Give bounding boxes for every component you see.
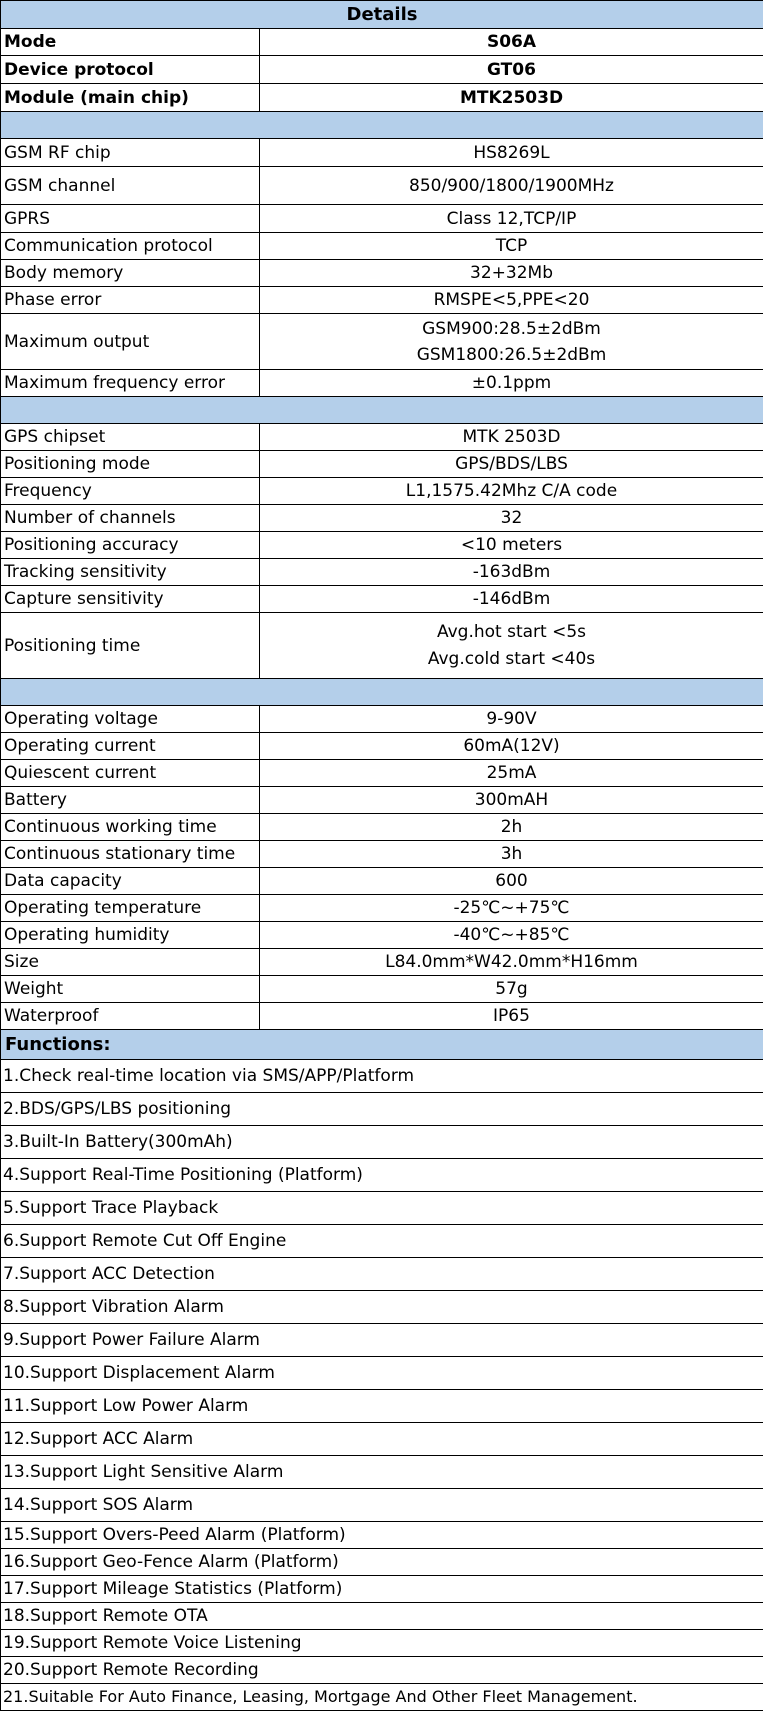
- row-label: Continuous stationary time: [1, 841, 260, 868]
- function-text: 17.Support Mileage Statistics (Platform): [1, 1576, 763, 1603]
- row-label: Communication protocol: [1, 233, 260, 260]
- row-label: Body memory: [1, 260, 260, 287]
- row-value: -25℃~+75℃: [260, 895, 763, 922]
- row-value: HS8269L: [260, 139, 763, 167]
- table-row: [1, 205, 763, 233]
- list-item: [1, 1357, 763, 1390]
- function-text: 12.Support ACC Alarm: [1, 1423, 763, 1456]
- row-value: 2h: [260, 814, 763, 841]
- function-text: 16.Support Geo-Fence Alarm (Platform): [1, 1549, 763, 1576]
- row-value: 25mA: [260, 760, 763, 787]
- row-label: Number of channels: [1, 505, 260, 532]
- function-text: 21.Suitable For Auto Finance, Leasing, Mortgage And Other Fleet Management.: [1, 1684, 763, 1711]
- row-value: GPS/BDS/LBS: [260, 451, 763, 478]
- functions-heading-row: [1, 1030, 763, 1060]
- table-row: [1, 841, 763, 868]
- list-item: [1, 1060, 763, 1093]
- row-value: 850/900/1800/1900MHz: [260, 167, 763, 205]
- row-label: Device protocol: [1, 56, 260, 84]
- list-item: [1, 1630, 763, 1657]
- list-item: [1, 1258, 763, 1291]
- section-band-gps: [1, 397, 763, 424]
- row-label: Module (main chip): [1, 84, 260, 112]
- table-row: [1, 56, 763, 84]
- list-item: [1, 1549, 763, 1576]
- list-item: [1, 1324, 763, 1357]
- table-row: [1, 976, 763, 1003]
- table-row: [1, 287, 763, 314]
- table-row: [1, 260, 763, 287]
- row-value: 32: [260, 505, 763, 532]
- row-label: Capture sensitivity: [1, 586, 260, 613]
- row-label: Waterproof: [1, 1003, 260, 1030]
- list-item: [1, 1192, 763, 1225]
- details-title: Details: [1, 1, 763, 29]
- row-label: GSM RF chip: [1, 139, 260, 167]
- section-band-physical: [1, 679, 763, 706]
- function-text: 9.Support Power Failure Alarm: [1, 1324, 763, 1357]
- list-item: [1, 1093, 763, 1126]
- function-text: 8.Support Vibration Alarm: [1, 1291, 763, 1324]
- table-row: [1, 760, 763, 787]
- function-text: 3.Built-In Battery(300mAh): [1, 1126, 763, 1159]
- function-text: 11.Support Low Power Alarm: [1, 1390, 763, 1423]
- list-item: [1, 1456, 763, 1489]
- function-text: 20.Support Remote Recording: [1, 1657, 763, 1684]
- function-text: 6.Support Remote Cut Off Engine: [1, 1225, 763, 1258]
- row-label: Weight: [1, 976, 260, 1003]
- row-label: Phase error: [1, 287, 260, 314]
- list-item: [1, 1390, 763, 1423]
- row-label: Operating temperature: [1, 895, 260, 922]
- row-label: Operating voltage: [1, 706, 260, 733]
- row-label: Tracking sensitivity: [1, 559, 260, 586]
- row-value: GT06: [260, 56, 763, 84]
- row-label: Positioning time: [1, 613, 260, 679]
- table-row: [1, 922, 763, 949]
- function-text: 7.Support ACC Detection: [1, 1258, 763, 1291]
- row-value: -163dBm: [260, 559, 763, 586]
- row-value: Class 12,TCP/IP: [260, 205, 763, 233]
- table-row: [1, 613, 763, 679]
- table-row: [1, 706, 763, 733]
- table-row: [1, 139, 763, 167]
- table-row: [1, 733, 763, 760]
- table-row: [1, 814, 763, 841]
- table-row: [1, 895, 763, 922]
- list-item: [1, 1603, 763, 1630]
- list-item: [1, 1576, 763, 1603]
- row-value: IP65: [260, 1003, 763, 1030]
- table-row: [1, 505, 763, 532]
- function-text: 2.BDS/GPS/LBS positioning: [1, 1093, 763, 1126]
- row-label: Quiescent current: [1, 760, 260, 787]
- functions-heading: Functions:: [1, 1030, 763, 1060]
- list-item: [1, 1423, 763, 1456]
- row-value-line: GSM900:28.5±2dBm: [422, 318, 601, 339]
- row-label: Size: [1, 949, 260, 976]
- row-value: S06A: [260, 29, 763, 56]
- function-text: 4.Support Real-Time Positioning (Platform): [1, 1159, 763, 1192]
- row-value: RMSPE<5,PPE<20: [260, 287, 763, 314]
- row-value: <10 meters: [260, 532, 763, 559]
- table-row: [1, 370, 763, 397]
- row-value-line: Avg.hot start <5s: [436, 622, 587, 642]
- row-value: MTK 2503D: [260, 424, 763, 451]
- row-value: 32+32Mb: [260, 260, 763, 287]
- row-value-line: Avg.cold start <40s: [427, 649, 596, 669]
- row-value: 300mAH: [260, 787, 763, 814]
- list-item: [1, 1522, 763, 1549]
- row-value: L1,1575.42Mhz C/A code: [260, 478, 763, 505]
- row-value: TCP: [260, 233, 763, 260]
- table-row: [1, 167, 763, 205]
- table-row: [1, 949, 763, 976]
- list-item: [1, 1684, 763, 1711]
- row-value-multiline: [260, 314, 763, 370]
- row-label: GSM channel: [1, 167, 260, 205]
- table-row: [1, 314, 763, 370]
- table-row: [1, 586, 763, 613]
- row-label: GPRS: [1, 205, 260, 233]
- function-text: 18.Support Remote OTA: [1, 1603, 763, 1630]
- row-label: Operating humidity: [1, 922, 260, 949]
- function-text: 13.Support Light Sensitive Alarm: [1, 1456, 763, 1489]
- row-value: MTK2503D: [260, 84, 763, 112]
- row-label: Operating current: [1, 733, 260, 760]
- row-value: 57g: [260, 976, 763, 1003]
- row-label: Data capacity: [1, 868, 260, 895]
- list-item: [1, 1225, 763, 1258]
- table-row: [1, 532, 763, 559]
- table-row: [1, 787, 763, 814]
- row-value: -146dBm: [260, 586, 763, 613]
- table-row: [1, 29, 763, 56]
- table-row: [1, 1003, 763, 1030]
- table-row: [1, 84, 763, 112]
- table-row: [1, 868, 763, 895]
- row-value: 60mA(12V): [260, 733, 763, 760]
- function-text: 15.Support Overs-Peed Alarm (Platform): [1, 1522, 763, 1549]
- function-text: 5.Support Trace Playback: [1, 1192, 763, 1225]
- section-band-gsm: [1, 112, 763, 139]
- table-row: [1, 478, 763, 505]
- row-label: Maximum frequency error: [1, 370, 260, 397]
- table-row: [1, 233, 763, 260]
- row-label: Positioning accuracy: [1, 532, 260, 559]
- row-label: Positioning mode: [1, 451, 260, 478]
- function-text: 14.Support SOS Alarm: [1, 1489, 763, 1522]
- row-value: ±0.1ppm: [260, 370, 763, 397]
- table-row: [1, 424, 763, 451]
- row-label: Battery: [1, 787, 260, 814]
- row-value: 3h: [260, 841, 763, 868]
- function-text: 19.Support Remote Voice Listening: [1, 1630, 763, 1657]
- details-title-row: [1, 1, 763, 29]
- list-item: [1, 1126, 763, 1159]
- row-value: 9-90V: [260, 706, 763, 733]
- row-label: Frequency: [1, 478, 260, 505]
- row-value: L84.0mm*W42.0mm*H16mm: [260, 949, 763, 976]
- row-value-multiline: [260, 613, 763, 679]
- row-label: Maximum output: [1, 314, 260, 370]
- row-label: Continuous working time: [1, 814, 260, 841]
- list-item: [1, 1159, 763, 1192]
- table-row: [1, 451, 763, 478]
- list-item: [1, 1291, 763, 1324]
- list-item: [1, 1489, 763, 1522]
- row-label: Mode: [1, 29, 260, 56]
- function-text: 1.Check real-time location via SMS/APP/Platform: [1, 1060, 763, 1093]
- row-label: GPS chipset: [1, 424, 260, 451]
- list-item: [1, 1657, 763, 1684]
- row-value-line: GSM1800:26.5±2dBm: [416, 344, 607, 365]
- table-row: [1, 559, 763, 586]
- row-value: 600: [260, 868, 763, 895]
- row-value: -40℃~+85℃: [260, 922, 763, 949]
- function-text: 10.Support Displacement Alarm: [1, 1357, 763, 1390]
